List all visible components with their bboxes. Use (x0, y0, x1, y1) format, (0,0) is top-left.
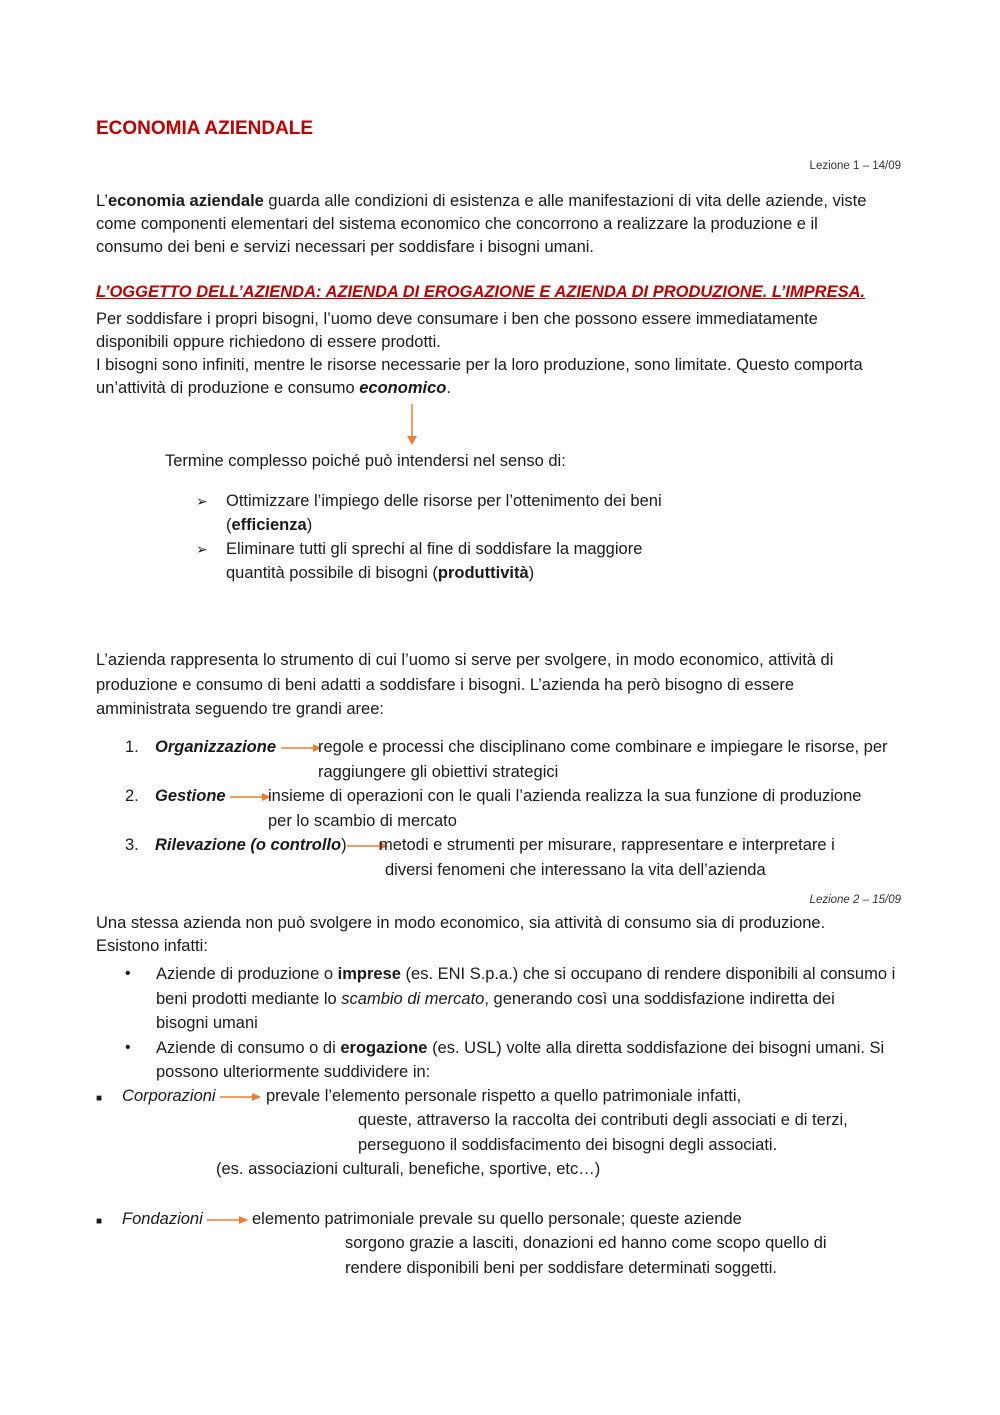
azienda-paragraph (96, 648, 833, 722)
fondazioni-item (96, 1207, 249, 1235)
area-item-1 (125, 735, 323, 760)
lesson-date-2: Lezione 2 – 15/09 (809, 894, 901, 906)
list-item (196, 489, 662, 537)
intro-line-2: come componenti elementari del sistema economico che concorrono a realizzare la produzione e il (96, 215, 818, 233)
area-1-description (318, 735, 888, 784)
azienda-line-3: amministrata seguendo tre grandi aree: (96, 700, 384, 718)
efficiency-line-2: (efficienza) (226, 516, 313, 534)
square-bullet-icon: ■ (96, 1093, 103, 1104)
types-line-1: Una stessa azienda non può svolgere in modo economico, sia attività di consumo sia di produzione. (96, 914, 826, 932)
corporazioni-line-1: prevale l’elemento personale rispetto a quello patrimoniale infatti, (266, 1087, 742, 1105)
area-desc-line: diversi fenomeni che interessano la vita dell’azienda (385, 860, 766, 879)
imprese-line-2: beni prodotti mediante lo scambio di mercato, generando così una soddisfazione indiretta dei (156, 989, 835, 1008)
section-heading: L’OGGETTO DELL’AZIENDA: AZIENDA DI EROGAZIONE E AZIENDA DI PRODUZIONE. L’IMPRESA. (96, 283, 866, 301)
corporazioni-term: Corporazioni (122, 1087, 216, 1105)
page-title: ECONOMIA AZIENDALE (96, 118, 314, 139)
dot-bullet-icon: • (125, 965, 131, 982)
dot-bullet-icon: • (125, 1038, 131, 1056)
list-number: 3. (125, 836, 139, 854)
area-desc-line: insieme di operazioni con le quali l’azienda realizza la sua funzione di produzione (268, 787, 862, 805)
area-term: Organizzazione (155, 738, 277, 756)
area-term: Gestione (155, 787, 226, 805)
arrowhead-bullet-icon: ➢ (196, 541, 208, 557)
fondazioni-term: Fondazioni (122, 1210, 203, 1228)
area-3-description (379, 833, 835, 882)
imprese-line-3: bisogni umani (156, 1014, 258, 1032)
fondazioni-line-3: rendere disponibili beni per soddisfare determinati soggetti. (345, 1258, 778, 1277)
needs-line-3: I bisogni sono infiniti, mentre le risorse necessarie per la loro produzione, sono limitate. Questo comporta (96, 356, 863, 374)
fondazioni-line-2: sorgono grazie a lasciti, donazioni ed hanno come scopo quello di (345, 1234, 827, 1252)
erogazione-line-2: possono ulteriormente suddividere in: (156, 1063, 431, 1081)
list-item (125, 1036, 895, 1085)
termine-text: Termine complesso poiché può intendersi nel senso di: (165, 452, 566, 470)
azienda-line-2: produzione e consumo di beni adatti a soddisfare i bisogni. L’azienda ha però bisogno di essere (96, 675, 795, 694)
fondazioni-desc (345, 1231, 827, 1280)
arrowhead-bullet-icon: ➢ (196, 493, 208, 509)
types-line-2: Esistono infatti: (96, 937, 208, 955)
lesson-date-1: Lezione 1 – 14/09 (809, 160, 901, 172)
right-arrow-icon (230, 792, 272, 802)
area-desc-line: regole e processi che disciplinano come combinare e impiegare le risorse, per (318, 738, 888, 756)
intro-line-3: consumo dei beni e servizi necessari per soddisfare i bisogni umani. (96, 238, 595, 256)
area-desc-line: per lo scambio di mercato (268, 811, 457, 830)
corporazioni-line-3: perseguono il soddisfacimento dei bisogni degli associati. (358, 1135, 778, 1154)
list-number: 1. (125, 738, 139, 756)
azienda-line-1: L’azienda rappresenta lo strumento di cui l’uomo si serve per svolgere, in modo economico, attività di (96, 651, 834, 669)
intro-paragraph (96, 190, 866, 259)
types-paragraph (96, 912, 825, 958)
area-item-2 (125, 784, 272, 809)
area-desc-line: raggiungere gli obiettivi strategici (318, 762, 559, 781)
corporazioni-line-2: queste, attraverso la raccolta dei contributi degli associati e di terzi, (358, 1111, 848, 1129)
corporazioni-example: (es. associazioni culturali, benefiche, sportive, etc…) (216, 1160, 601, 1178)
list-item (196, 537, 662, 585)
erogazione-line-1: Aziende di consumo o di erogazione (es. USL) volte alla diretta soddisfazione dei bisogni umani. Si (156, 1038, 885, 1057)
down-arrow-icon (404, 404, 420, 446)
list-item (125, 962, 895, 1036)
imprese-line-1: Aziende di produzione o imprese (es. ENI S.p.a.) che si occupano di rendere disponibili al consumo i (156, 965, 896, 983)
productivity-line-2: quantità possibile di bisogni (produttività) (226, 564, 535, 582)
needs-line-1: Per soddisfare i propri bisogni, l’uomo deve consumare i ben che possono essere immediatamente (96, 310, 818, 328)
right-arrow-icon (220, 1092, 262, 1102)
area-2-description (268, 784, 861, 833)
right-arrow-icon (207, 1215, 249, 1225)
area-term-close: ) (341, 836, 347, 854)
corporazioni-item (96, 1084, 262, 1112)
list-number: 2. (125, 787, 139, 805)
dot-bullet-list (125, 962, 895, 1085)
needs-line-4: un’attività di produzione e consumo economico. (96, 379, 451, 397)
productivity-line-1: Eliminare tutti gli sprechi al fine di soddisfare la maggiore (226, 540, 643, 558)
corporazioni-desc (358, 1108, 848, 1157)
area-term: Rilevazione (o controllo (155, 836, 342, 854)
efficiency-line-1: Ottimizzare l’impiego delle risorse per l’ottenimento dei beni (226, 492, 662, 510)
square-bullet-icon: ■ (96, 1216, 103, 1227)
fondazioni-line-1: elemento patrimoniale prevale su quello personale; queste aziende (252, 1210, 742, 1228)
arrow-bullet-list (196, 489, 662, 585)
right-arrow-icon (281, 743, 323, 753)
needs-paragraph (96, 308, 863, 400)
needs-line-2: disponibili oppure richiedono di essere prodotti. (96, 333, 441, 351)
area-item-3 (125, 833, 389, 858)
intro-line-1: L’economia aziendale guarda alle condizioni di esistenza e alle manifestazioni di vita delle aziende, viste (96, 192, 867, 210)
area-desc-line: metodi e strumenti per misurare, rappresentare e interpretare i (379, 836, 835, 854)
